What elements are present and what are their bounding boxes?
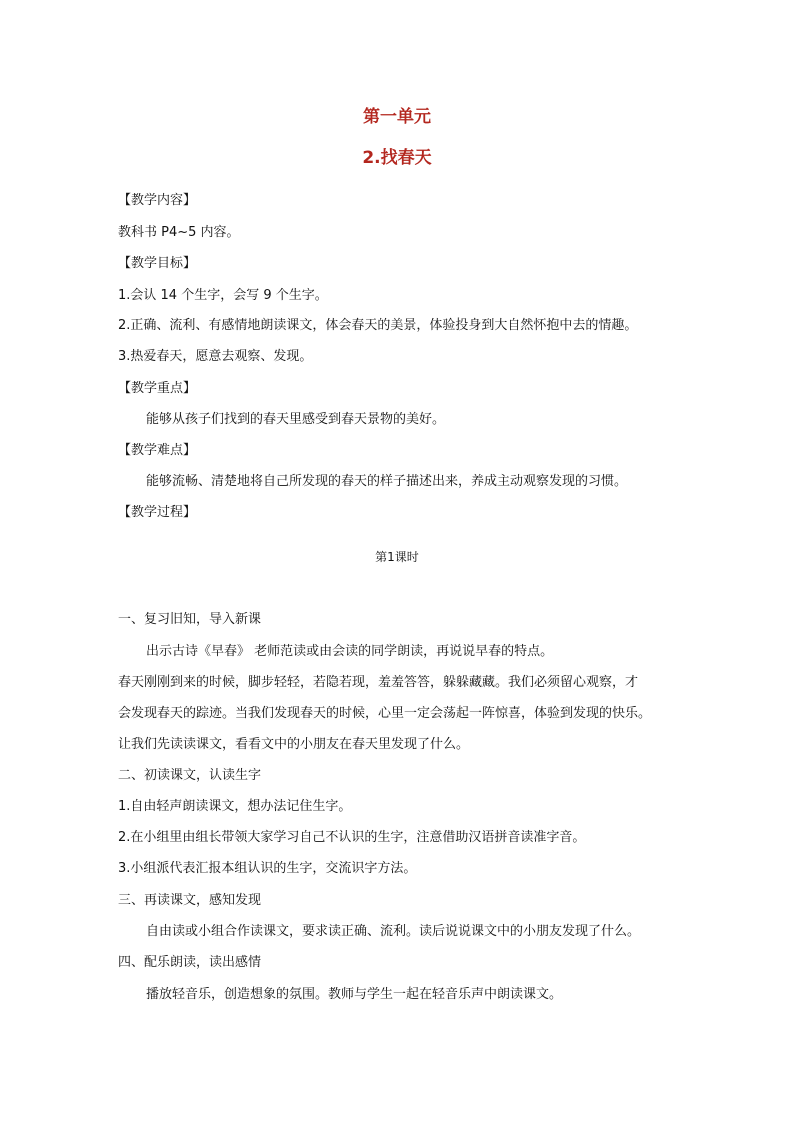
goal-item: 3.热爱春天，愿意去观察、发现。: [118, 349, 313, 364]
heading-teaching-content: 【教学内容】: [118, 193, 197, 208]
lesson-title: 2.找春天: [362, 148, 432, 168]
heading-teaching-process: 【教学过程】: [118, 505, 197, 520]
heading-difficult-points: 【教学难点】: [118, 443, 197, 458]
section-paragraph: 出示古诗《早春》 老师范读或由会读的同学朗读，再说说早春的特点。: [146, 644, 554, 659]
unit-title: 第一单元: [363, 107, 431, 127]
section-paragraph: 春天刚刚到来的时候，脚步轻轻，若隐若现，羞羞答答，躲躲藏藏。我们必须留心观察，才: [118, 675, 639, 690]
key-points-text: 能够从孩子们找到的春天里感受到春天景物的美好。: [146, 412, 446, 427]
period-label: 第1课时: [375, 550, 419, 564]
goal-item: 1.会认 14 个生字，会写 9 个生字。: [118, 288, 328, 303]
section-title: 四、配乐朗读，读出感情: [118, 955, 262, 970]
section-paragraph: 播放轻音乐，创造想象的氛围。教师与学生一起在轻音乐声中朗读课文。: [146, 987, 563, 1002]
section-title: 一、复习旧知，导入新课: [118, 612, 262, 627]
section-paragraph: 会发现春天的踪迹。当我们发现春天的时候，心里一定会荡起一阵惊喜，体验到发现的快乐。: [118, 706, 652, 721]
list-item: 1.自由轻声朗读课文，想办法记住生字。: [118, 799, 352, 814]
section-paragraph: 自由读或小组合作读课文，要求读正确、流利。读后说说课文中的小朋友发现了什么。: [146, 924, 641, 939]
list-item: 2.在小组里由组长带领大家学习自己不认识的生字，注意借助汉语拼音读准字音。: [118, 830, 586, 845]
teaching-content-text: 教科书 P4~5 内容。: [118, 225, 240, 240]
section-title: 二、初读课文，认读生字: [118, 768, 262, 783]
goal-item: 2.正确、流利、有感情地朗读课文，体会春天的美景，体验投身到大自然怀抱中去的情趣。: [118, 318, 638, 333]
section-title: 三、再读课文，感知发现: [118, 893, 262, 908]
difficult-points-text: 能够流畅、清楚地将自己所发现的春天的样子描述出来，养成主动观察发现的习惯。: [146, 474, 628, 489]
heading-key-points: 【教学重点】: [118, 381, 197, 396]
list-item: 3.小组派代表汇报本组认识的生字，交流识字方法。: [118, 861, 417, 876]
heading-teaching-goals: 【教学目标】: [118, 256, 197, 271]
section-paragraph: 让我们先读读课文，看看文中的小朋友在春天里发现了什么。: [118, 737, 470, 752]
